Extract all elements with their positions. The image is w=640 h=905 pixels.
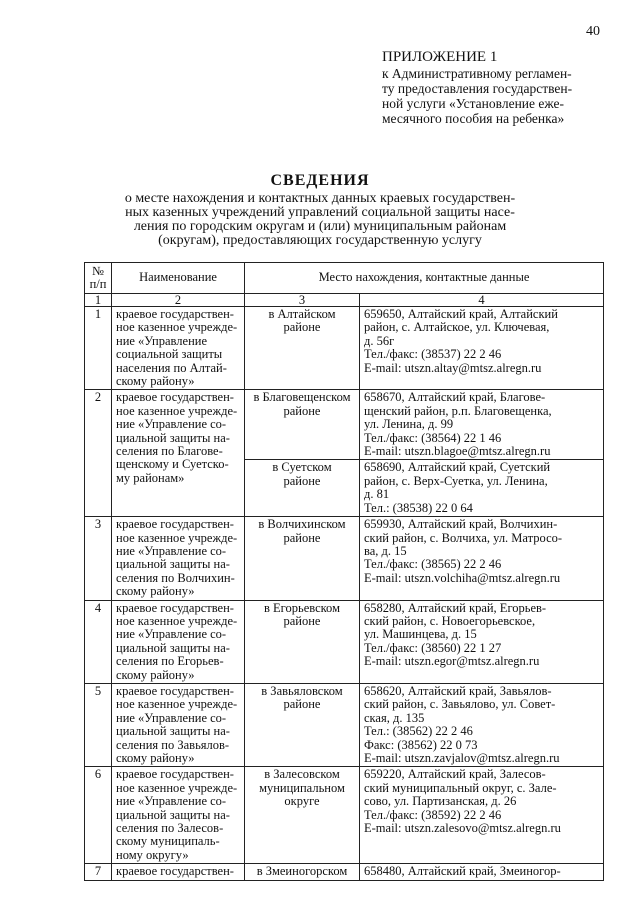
district-line: районе bbox=[283, 530, 321, 545]
name-line: краевое государствен- bbox=[116, 683, 234, 698]
name-line: ние «Управление со- bbox=[116, 794, 227, 809]
column-index: 4 bbox=[360, 294, 604, 307]
contact-line: E-mail: utszn.altay@mtsz.alregn.ru bbox=[364, 360, 542, 375]
row-number: 4 bbox=[85, 600, 112, 683]
contact-line: E-mail: utszn.blagoe@mtsz.alregn.ru bbox=[364, 444, 551, 459]
document-heading bbox=[100, 172, 540, 248]
contact-line: Тел./факс: (38560) 22 1 27 bbox=[364, 640, 502, 655]
contact-line: Тел.: (38562) 22 2 46 bbox=[364, 724, 473, 739]
row-number: 7 bbox=[85, 864, 112, 880]
contact-line: Тел./факс: (38537) 22 2 46 bbox=[364, 347, 502, 362]
district-line: в Залесовском bbox=[264, 767, 340, 782]
contact-line: д. 81 bbox=[364, 487, 390, 502]
location-district bbox=[245, 390, 360, 460]
institution-name bbox=[112, 600, 245, 683]
contact-line: ул. Машинцева, д. 15 bbox=[364, 627, 477, 642]
location-district bbox=[245, 864, 360, 880]
district-line: районе bbox=[283, 403, 321, 418]
name-line: ное казенное учрежде- bbox=[116, 613, 238, 628]
header-num: № п/п bbox=[85, 263, 112, 294]
contact-details bbox=[360, 600, 604, 683]
name-line: ное казенное учрежде- bbox=[116, 320, 238, 335]
row-number: 5 bbox=[85, 683, 112, 766]
table-row bbox=[85, 864, 604, 880]
appendix-line: к Административному регламен- bbox=[382, 66, 572, 81]
subtitle-line: ления по городским округам и (или) муниципальным районам bbox=[133, 219, 507, 234]
contact-line: 658480, Алтайский край, Змеиногор- bbox=[364, 864, 561, 879]
contact-line: ский муниципальный округ, с. Зале- bbox=[364, 780, 557, 795]
appendix-block bbox=[382, 50, 602, 126]
district-line: районе bbox=[283, 697, 321, 712]
name-line: скому району» bbox=[116, 667, 195, 682]
contact-details bbox=[360, 864, 604, 880]
contact-line: 658620, Алтайский край, Завьялов- bbox=[364, 683, 552, 698]
appendix-line: месячного пособия на ребенка» bbox=[382, 111, 565, 126]
location-district bbox=[245, 767, 360, 864]
district-line: в Завьяловском bbox=[261, 683, 343, 698]
name-line: социальной защиты bbox=[116, 347, 223, 362]
name-line: скому району» bbox=[116, 751, 195, 765]
name-line: краевое государствен- bbox=[116, 517, 234, 532]
row-number: 1 bbox=[85, 307, 112, 390]
location-district bbox=[245, 600, 360, 683]
header-location: Место нахождения, контактные данные bbox=[245, 263, 604, 294]
document-subtitle bbox=[100, 192, 540, 248]
table-body bbox=[85, 307, 604, 881]
column-index: 3 bbox=[245, 294, 360, 307]
contact-line: Тел./факс: (38564) 22 1 46 bbox=[364, 430, 502, 445]
location-district bbox=[245, 307, 360, 390]
institution-name bbox=[112, 864, 245, 880]
name-line: ному округу» bbox=[116, 847, 189, 862]
name-line: населения по Алтай- bbox=[116, 360, 227, 375]
institution-name bbox=[112, 683, 245, 766]
contact-details bbox=[360, 307, 604, 390]
name-line: краевое государствен- bbox=[116, 390, 234, 405]
subtitle-line: ных казенных учреждений управлений социальной защиты насе- bbox=[125, 205, 515, 220]
table-row bbox=[85, 683, 604, 766]
district-line: в Суетском bbox=[272, 460, 332, 475]
document-title: СВЕДЕНИЯ bbox=[270, 172, 370, 189]
contact-line: щенский район, р.п. Благовещенка, bbox=[364, 403, 552, 418]
name-line: циальной защиты на- bbox=[116, 557, 230, 572]
contact-line: 659650, Алтайский край, Алтайский bbox=[364, 307, 558, 321]
name-line: ние «Управление со- bbox=[116, 543, 227, 558]
location-district bbox=[245, 683, 360, 766]
contact-line: E-mail: utszn.zalesovo@mtsz.alregn.ru bbox=[364, 821, 561, 836]
column-index-row bbox=[85, 294, 604, 307]
name-line: скому району» bbox=[116, 374, 195, 389]
name-line: ное казенное учрежде- bbox=[116, 403, 238, 418]
name-line: скому району» bbox=[116, 584, 195, 599]
institution-name bbox=[112, 390, 245, 517]
row-number: 3 bbox=[85, 517, 112, 600]
appendix-title: ПРИЛОЖЕНИЕ 1 bbox=[382, 49, 498, 65]
contact-line: Тел./факс: (38592) 22 2 46 bbox=[364, 807, 502, 822]
page-number: 40 bbox=[586, 24, 600, 39]
name-line: щенскому и Суетско- bbox=[116, 457, 229, 472]
contact-line: E-mail: utszn.zavjalov@mtsz.alregn.ru bbox=[364, 751, 560, 765]
institution-name bbox=[112, 767, 245, 864]
table-row bbox=[85, 307, 604, 390]
name-line: селения по Завьялов- bbox=[116, 737, 230, 752]
appendix-line: ту предоставления государствен- bbox=[382, 81, 573, 96]
name-line: ное казенное учрежде- bbox=[116, 530, 238, 545]
contact-details bbox=[360, 390, 604, 460]
name-line: краевое государствен- bbox=[116, 307, 234, 321]
location-district bbox=[245, 460, 360, 517]
name-line: ное казенное учрежде- bbox=[116, 697, 238, 712]
district-line: в Алтайском bbox=[268, 307, 336, 321]
contact-line: ский район, с. Завьялово, ул. Совет- bbox=[364, 697, 556, 712]
contact-details bbox=[360, 460, 604, 517]
column-index: 2 bbox=[112, 294, 245, 307]
name-line: краевое государствен- bbox=[116, 864, 234, 879]
location-district bbox=[245, 517, 360, 600]
contact-details bbox=[360, 683, 604, 766]
contact-line: 658280, Алтайский край, Егорьев- bbox=[364, 600, 547, 615]
name-line: селения по Волчихин- bbox=[116, 570, 235, 585]
contact-line: Факс: (38562) 22 0 73 bbox=[364, 737, 478, 752]
name-line: ние «Управление bbox=[116, 333, 207, 348]
table-row bbox=[85, 767, 604, 864]
district-line: в Благовещенском bbox=[253, 390, 351, 405]
district-line: в Змеиногорском bbox=[256, 864, 348, 879]
district-line: в Егорьевском bbox=[264, 600, 340, 615]
name-line: скому муниципаль- bbox=[116, 834, 220, 849]
contact-details bbox=[360, 767, 604, 864]
name-line: му районам» bbox=[116, 470, 185, 485]
column-index: 1 bbox=[85, 294, 112, 307]
contact-line: 658690, Алтайский край, Суетский bbox=[364, 460, 551, 475]
contact-line: 659220, Алтайский край, Залесов- bbox=[364, 767, 546, 782]
row-number: 6 bbox=[85, 767, 112, 864]
contact-line: д. 56г bbox=[364, 333, 395, 348]
subtitle-line: (округам), предоставляющих государственную услугу bbox=[158, 233, 482, 248]
name-line: ние «Управление со- bbox=[116, 710, 227, 725]
name-line: циальной защиты на- bbox=[116, 807, 230, 822]
contact-line: район, с. Верх-Суетка, ул. Ленина, bbox=[364, 473, 548, 488]
name-line: ние «Управление со- bbox=[116, 627, 227, 642]
offices-table bbox=[84, 262, 604, 881]
district-line: муниципальном bbox=[259, 780, 345, 795]
contact-line: ский район, с. Новоегорьевское, bbox=[364, 613, 536, 628]
contact-line: ул. Ленина, д. 99 bbox=[364, 417, 454, 432]
table-header-row bbox=[85, 263, 604, 294]
name-line: селения по Залесов- bbox=[116, 821, 224, 836]
contact-line: E-mail: utszn.volchiha@mtsz.alregn.ru bbox=[364, 570, 561, 585]
name-line: краевое государствен- bbox=[116, 600, 234, 615]
institution-name bbox=[112, 517, 245, 600]
institution-name bbox=[112, 307, 245, 390]
name-line: селения по Егорьев- bbox=[116, 654, 224, 669]
name-line: ние «Управление со- bbox=[116, 417, 227, 432]
contact-line: Тел.: (38538) 22 0 64 bbox=[364, 500, 473, 515]
contact-line: сово, ул. Партизанская, д. 26 bbox=[364, 794, 517, 809]
contact-line: ская, д. 135 bbox=[364, 710, 425, 725]
name-line: краевое государствен- bbox=[116, 767, 234, 782]
row-number: 2 bbox=[85, 390, 112, 517]
table-row bbox=[85, 390, 604, 460]
contact-line: Тел./факс: (38565) 22 2 46 bbox=[364, 557, 502, 572]
header-name: Наименование bbox=[112, 263, 245, 294]
table-row bbox=[85, 600, 604, 683]
district-line: округе bbox=[284, 794, 320, 809]
district-line: районе bbox=[283, 320, 321, 335]
contact-line: ва, д. 15 bbox=[364, 543, 407, 558]
contact-line: 658670, Алтайский край, Благове- bbox=[364, 390, 546, 405]
contact-line: ский район, с. Волчиха, ул. Матросо- bbox=[364, 530, 563, 545]
subtitle-line: о месте нахождения и контактных данных краевых государствен- bbox=[124, 191, 516, 206]
district-line: районе bbox=[283, 473, 321, 488]
name-line: циальной защиты на- bbox=[116, 430, 230, 445]
district-line: районе bbox=[283, 613, 321, 628]
table-row bbox=[85, 517, 604, 600]
name-line: циальной защиты на- bbox=[116, 640, 230, 655]
appendix-line: ной услуги «Установление еже- bbox=[382, 96, 565, 111]
district-line: в Волчихинском bbox=[258, 517, 346, 532]
contact-line: E-mail: utszn.egor@mtsz.alregn.ru bbox=[364, 654, 540, 669]
name-line: ное казенное учрежде- bbox=[116, 780, 238, 795]
contact-details bbox=[360, 517, 604, 600]
name-line: селения по Благове- bbox=[116, 444, 223, 459]
contact-line: 659930, Алтайский край, Волчихин- bbox=[364, 517, 558, 532]
contact-line: район, с. Алтайское, ул. Ключевая, bbox=[364, 320, 550, 335]
name-line: циальной защиты на- bbox=[116, 724, 230, 739]
